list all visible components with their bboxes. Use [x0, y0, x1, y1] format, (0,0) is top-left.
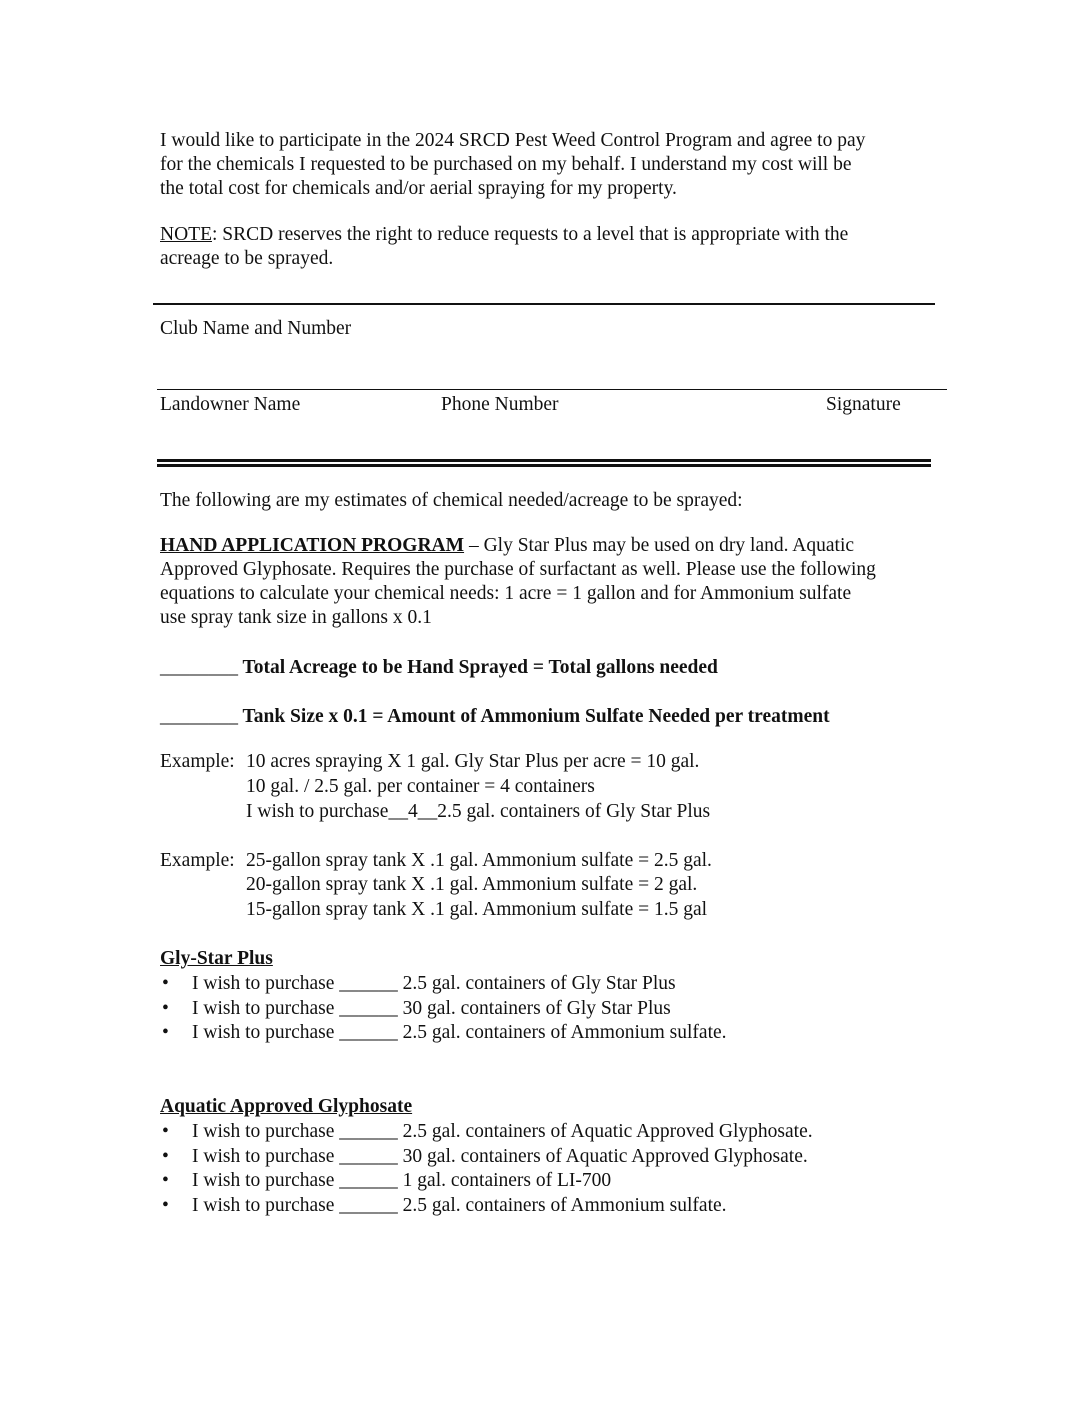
bullet-icon: •: [162, 973, 169, 994]
note-line-2: acreage to be sprayed.: [160, 248, 334, 269]
estimates-intro: The following are my estimates of chemical needed/acreage to be sprayed:: [160, 490, 743, 511]
glystar-item-2[interactable]: I wish to purchase ______ 30 gal. containers of Gly Star Plus: [192, 998, 671, 1019]
glystar-heading: Gly-Star Plus: [160, 948, 273, 969]
hand-program-line-3: equations to calculate your chemical needs: 1 acre = 1 gallon and for Ammonium sulfate: [160, 583, 852, 604]
landowner-name-label: Landowner Name: [160, 394, 301, 415]
intro-line-2: for the chemicals I requested to be purchased on my behalf. I understand my cost will be: [160, 154, 852, 175]
aquatic-item-3[interactable]: I wish to purchase ______ 1 gal. containers of LI-700: [192, 1170, 612, 1191]
aquatic-item-1[interactable]: I wish to purchase ______ 2.5 gal. containers of Aquatic Approved Glyphosate.: [192, 1121, 813, 1142]
signature-label: Signature: [826, 394, 901, 415]
hand-program-heading: HAND APPLICATION PROGRAM: [160, 535, 465, 556]
hand-program-line-4: use spray tank size in gallons x 0.1: [160, 607, 432, 628]
tank-size-formula: [160, 705, 830, 730]
example1-line-1: 10 acres spraying X 1 gal. Gly Star Plus per acre = 10 gal.: [246, 751, 700, 772]
divider-bottom: [157, 464, 931, 467]
bullet-icon: •: [162, 1022, 169, 1043]
bullet-icon: •: [162, 1195, 169, 1216]
bullet-icon: •: [162, 998, 169, 1019]
example2-line-2: 20-gallon spray tank X .1 gal. Ammonium sulfate = 2 gal.: [246, 874, 698, 895]
bullet-icon: •: [162, 1170, 169, 1191]
hand-program-text: – Gly Star Plus may be used on dry land. Aquatic: [464, 535, 855, 556]
note-line-1: [160, 223, 848, 248]
bullet-icon: •: [162, 1121, 169, 1142]
tank-size-text: Tank Size x 0.1 = Amount of Ammonium Sulfate Needed per treatment: [238, 706, 830, 727]
example1-value: __4__: [388, 801, 438, 822]
example1-post: 2.5 gal. containers of Gly Star Plus: [437, 801, 711, 822]
phone-number-label: Phone Number: [441, 394, 559, 415]
example1-line-2: 10 gal. / 2.5 gal. per container = 4 containers: [246, 776, 595, 797]
aquatic-heading: Aquatic Approved Glyphosate: [160, 1096, 413, 1117]
tank-size-blank[interactable]: ________: [160, 706, 238, 727]
total-acreage-text: Total Acreage to be Hand Sprayed = Total gallons needed: [238, 657, 718, 678]
note-text: : SRCD reserves the right to reduce requests to a level that is appropriate with the: [212, 224, 849, 245]
landowner-signature-line[interactable]: [157, 389, 947, 390]
example2-label: Example:: [160, 850, 235, 871]
divider-top: [157, 459, 931, 462]
aquatic-item-2[interactable]: I wish to purchase ______ 30 gal. containers of Aquatic Approved Glyphosate.: [192, 1146, 808, 1167]
club-name-label: Club Name and Number: [160, 318, 352, 339]
glystar-item-1[interactable]: I wish to purchase ______ 2.5 gal. containers of Gly Star Plus: [192, 973, 676, 994]
hand-program-line-1: [160, 534, 854, 559]
hand-program-line-2: Approved Glyphosate. Requires the purchase of surfactant as well. Please use the following: [160, 559, 876, 580]
example1-line-3: [246, 800, 710, 825]
note-label: NOTE: [160, 224, 212, 245]
club-name-line[interactable]: [153, 303, 935, 305]
example2-line-1: 25-gallon spray tank X .1 gal. Ammonium sulfate = 2.5 gal.: [246, 850, 712, 871]
example2-line-3: 15-gallon spray tank X .1 gal. Ammonium sulfate = 1.5 gal: [246, 899, 708, 920]
example1-label: Example:: [160, 751, 235, 772]
aquatic-item-4[interactable]: I wish to purchase ______ 2.5 gal. containers of Ammonium sulfate.: [192, 1195, 727, 1216]
total-acreage-formula: [160, 656, 718, 681]
intro-line-1: I would like to participate in the 2024 SRCD Pest Weed Control Program and agree to pay: [160, 130, 866, 151]
intro-line-3: the total cost for chemicals and/or aerial spraying for my property.: [160, 178, 677, 199]
total-acreage-blank[interactable]: ________: [160, 657, 238, 678]
glystar-item-3[interactable]: I wish to purchase ______ 2.5 gal. containers of Ammonium sulfate.: [192, 1022, 727, 1043]
bullet-icon: •: [162, 1146, 169, 1167]
example1-pre: I wish to purchase: [246, 801, 389, 822]
